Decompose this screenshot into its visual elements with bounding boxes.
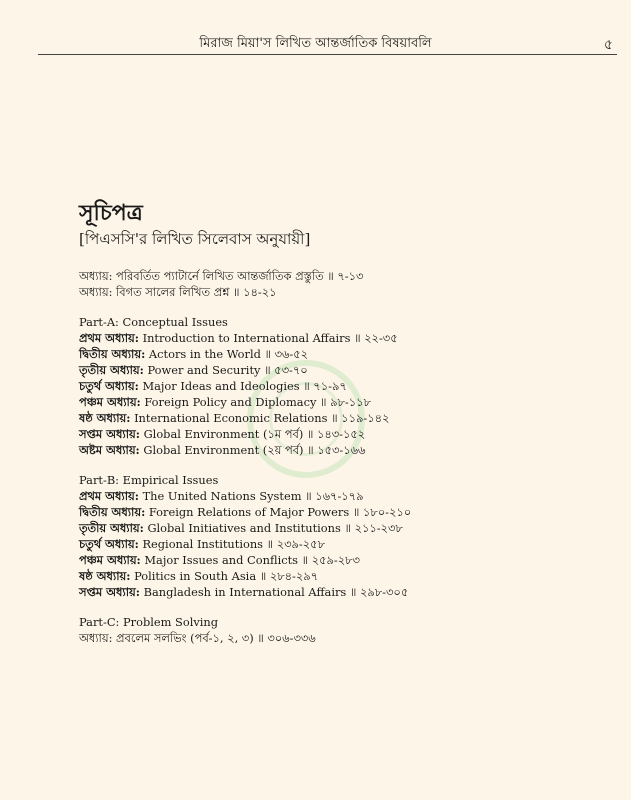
entry-label: প্রথম অধ্যায়: xyxy=(79,331,139,345)
entry-label: অষ্টম অধ্যায়: xyxy=(79,443,140,457)
entry-label: ষষ্ঠ অধ্যায়: xyxy=(79,569,131,583)
entry-pages: ৯৮-১১৮ xyxy=(330,395,371,409)
page-separator: ॥ xyxy=(301,553,312,567)
entry-text: Politics in South Asia xyxy=(134,569,257,583)
entry-label: তৃতীয় অধ্যায়: xyxy=(79,363,144,377)
entry-pages: ২৯৮-৩০৫ xyxy=(359,585,409,599)
toc-entry xyxy=(79,568,599,584)
entry-text: The United Nations System xyxy=(142,489,302,503)
entry-text: Global Environment (২য় পর্ব) xyxy=(143,443,304,457)
page-separator: ॥ xyxy=(344,521,355,535)
toc-entry xyxy=(79,536,599,552)
entry-pages: ৩৬-৫২ xyxy=(274,347,309,361)
header-rule xyxy=(38,54,617,55)
entry-label: তৃতীয় অধ্যায়: xyxy=(79,521,144,535)
toc-entry xyxy=(79,378,599,394)
section-heading: Part-C: Problem Solving xyxy=(79,615,219,629)
page-separator: ॥ xyxy=(331,411,342,425)
entry-label: অধ্যায়: xyxy=(79,269,113,283)
section-part-a xyxy=(79,314,599,458)
entry-text: Introduction to International Affairs xyxy=(142,331,351,345)
entry-text: Power and Security xyxy=(147,363,261,377)
page-separator: ॥ xyxy=(259,569,270,583)
entry-label: চতুর্থ অধ্যায়: xyxy=(79,537,139,551)
running-header-title: মিরাজ মিয়া'স লিখিত আন্তর্জাতিক বিষয়াবলি xyxy=(199,36,432,51)
entry-pages: ৭-১৩ xyxy=(337,269,364,283)
page-separator: ॥ xyxy=(306,427,317,441)
section-part-b xyxy=(79,472,599,600)
toc-entry xyxy=(79,488,599,504)
table-of-contents xyxy=(79,200,599,646)
entry-label: অধ্যায়: xyxy=(79,631,113,645)
toc-entry xyxy=(79,410,599,426)
entry-label: ষষ্ঠ অধ্যায়: xyxy=(79,411,131,425)
toc-entry xyxy=(79,394,599,410)
page-number: ৫ xyxy=(603,37,613,53)
page-separator: ॥ xyxy=(303,379,314,393)
page-separator: ॥ xyxy=(352,505,363,519)
entry-text: Global Environment (১ম পর্ব) xyxy=(143,427,304,441)
entry-pages: ১১৯-১৪২ xyxy=(341,411,390,425)
entry-pages: ১৪৩-১৫২ xyxy=(316,427,366,441)
toc-entry xyxy=(79,504,599,520)
entry-text: পরিবর্তিত প্যাটার্নে লিখিত আন্তর্জাতিক প্রস্তুতি xyxy=(116,269,324,283)
toc-entry xyxy=(79,630,599,646)
entry-text: Bangladesh in International Affairs xyxy=(143,585,347,599)
page-separator: ॥ xyxy=(307,443,318,457)
toc-entry xyxy=(79,552,599,568)
entry-label: অধ্যায়: xyxy=(79,285,113,299)
entry-text: বিগত সালের লিখিত প্রশ্ন xyxy=(116,285,230,299)
entry-pages: ২৩৯-২৫৮ xyxy=(276,537,325,551)
toc-entry-intro-2 xyxy=(79,284,599,300)
entry-text: Major Issues and Conflicts xyxy=(144,553,299,567)
entry-text: Major Ideas and Ideologies xyxy=(142,379,300,393)
entry-label: সপ্তম অধ্যায়: xyxy=(79,427,140,441)
entry-pages: ১৪-২১ xyxy=(243,285,277,299)
entry-pages: ১৮০-২১০ xyxy=(362,505,412,519)
entry-label: দ্বিতীয় অধ্যায়: xyxy=(79,505,146,519)
entry-pages: ২৮৪-২৯৭ xyxy=(269,569,319,583)
page-separator: ॥ xyxy=(233,285,244,299)
entry-text: প্রবলেম সলভিং (পর্ব-১, ২, ৩) xyxy=(116,631,254,645)
entry-label: চতুর্থ অধ্যায়: xyxy=(79,379,139,393)
entry-pages: ৩০৬-৩৩৬ xyxy=(267,631,316,645)
toc-entry xyxy=(79,330,599,346)
intro-entries xyxy=(79,268,599,300)
page-separator: ॥ xyxy=(257,631,268,645)
page-separator: ॥ xyxy=(320,395,331,409)
entry-label: দ্বিতীয় অধ্যায়: xyxy=(79,347,146,361)
entry-pages: ১৬৭-১৭৯ xyxy=(315,489,364,503)
page-separator: ॥ xyxy=(354,331,365,345)
page-separator: ॥ xyxy=(327,269,338,283)
entry-label: পঞ্চম অধ্যায়: xyxy=(79,395,141,409)
entry-pages: ৫৩-৭০ xyxy=(274,363,308,377)
toc-entry xyxy=(79,520,599,536)
entry-pages: ২২-৩৫ xyxy=(364,331,398,345)
section-part-c xyxy=(79,614,599,646)
entry-label: সপ্তম অধ্যায়: xyxy=(79,585,140,599)
page-separator: ॥ xyxy=(266,537,277,551)
toc-entry-intro-1 xyxy=(79,268,599,284)
page-separator: ॥ xyxy=(264,347,275,361)
entry-pages: ১৫৩-১৬৬ xyxy=(317,443,366,457)
entry-text: Regional Institutions xyxy=(142,537,264,551)
page-separator: ॥ xyxy=(305,489,316,503)
toc-subtitle: [পিএসসি'র লিখিত সিলেবাস অনুযায়ী] xyxy=(79,230,311,248)
toc-entry xyxy=(79,584,599,600)
entry-text: International Economic Relations xyxy=(134,411,328,425)
toc-entry xyxy=(79,362,599,378)
entry-text: Global Initiatives and Institutions xyxy=(147,521,341,535)
section-heading: Part-B: Empirical Issues xyxy=(79,473,219,487)
toc-entry xyxy=(79,346,599,362)
page-separator: ॥ xyxy=(349,585,360,599)
entry-text: Foreign Relations of Major Powers xyxy=(148,505,350,519)
entry-text: Actors in the World xyxy=(148,347,261,361)
entry-pages: ৭১-৯৭ xyxy=(313,379,347,393)
entry-text: Foreign Policy and Diplomacy xyxy=(144,395,317,409)
toc-entry xyxy=(79,426,599,442)
entry-label: প্রথম অধ্যায়: xyxy=(79,489,139,503)
entry-pages: ২১১-২৩৮ xyxy=(354,521,403,535)
entry-pages: ২৫৯-২৮৩ xyxy=(311,553,360,567)
entry-label: পঞ্চম অধ্যায়: xyxy=(79,553,141,567)
toc-entry xyxy=(79,442,599,458)
toc-title: সূচিপত্র xyxy=(79,200,143,226)
page-separator: ॥ xyxy=(264,363,275,377)
section-heading: Part-A: Conceptual Issues xyxy=(79,315,228,329)
